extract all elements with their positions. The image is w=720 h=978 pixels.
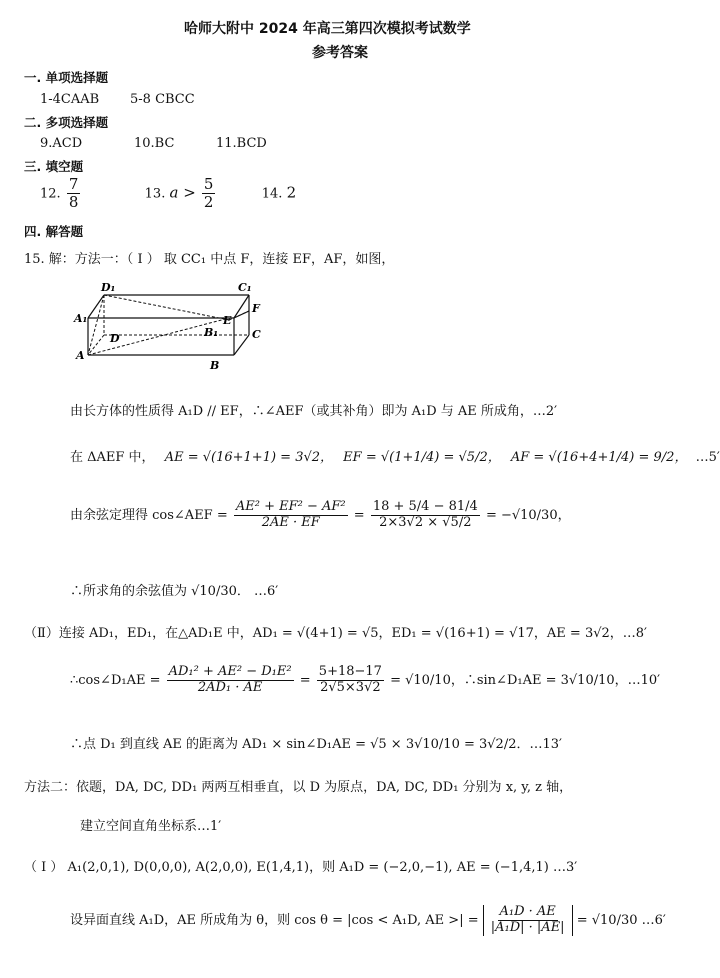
sol-line-cosine-rule: 由余弦定理得 cos∠AEF = $\frac{\text{AE² + EF² − AF²}}{2AE \cdot EF}$ = $\frac{18 + 5/4 - 81/4}{2\times 3√2 \times √5/2}$ = −√10/30， [70, 499, 571, 530]
cuboid-figure [74, 280, 274, 375]
triangle-intro: 在 ΔAEF 中， [70, 450, 155, 465]
q12-den: 8 [68, 193, 79, 212]
svg-text:B₁: B₁ [204, 326, 219, 339]
part2-cos-intro: ∴cos∠D₁AE = [70, 672, 161, 688]
angle-frac-den: |A₁D| · |AE| [490, 919, 565, 935]
page-subtitle: 参考答案 [312, 45, 368, 61]
sol-line-part2-cos: ∴cos∠D₁AE = $\frac{\text{AD₁² + AE² − D₁E²}}{\text{2AD₁ · AE}}$ = $\frac{5+18-17}{2√5\times 3√2}$ = √10/10，∴sin∠D₁AE = 3√10/10，…10′ [70, 664, 661, 695]
answers-1-4: 1-4CAAB [40, 92, 100, 107]
q13-fraction [202, 176, 216, 212]
part2-frac-2-den: 2√5×3√2 [320, 679, 381, 695]
angle-intro: 设异面直线 A₁D，AE 所成角为 θ，则 cos θ = |cos < A₁D, AE >| = [70, 912, 479, 928]
part2-frac-2 [317, 665, 384, 696]
cosine-result: = −√10/30， [485, 507, 571, 523]
sol-line-distance: ∴点 D₁ 到直线 AE 的距离为 AD₁ × sin∠D₁AE = √5 × 3√10/10 = 3√2/2．…13′ [70, 737, 562, 752]
q13-den: 2 [203, 193, 214, 212]
cosine-frac-1-num: AE² + EF² − AF² [235, 499, 346, 514]
svg-text:D: D [110, 332, 120, 345]
sol-line-parallel: 由长方体的性质得 A₁D // EF，∴∠AEF（或其补角）即为 A₁D 与 AE 所成角，…2′ [70, 404, 558, 419]
svg-text:F: F [252, 302, 260, 315]
svg-text:E: E [223, 314, 232, 327]
answer-10: 10.BC [134, 136, 175, 151]
cosine-intro: 由余弦定理得 cos∠AEF = [70, 507, 228, 523]
part2-frac-1 [167, 665, 294, 696]
answer-9: 9.ACD [40, 136, 83, 151]
answer-11: 11.BCD [216, 136, 267, 151]
cosine-frac-2-den: 2×3√2 × √5/2 [379, 514, 472, 530]
section-heading-solutions: 四. 解答题 [24, 224, 84, 239]
side-af: AF = √(16+4+1/4) = 9/2， [510, 450, 688, 465]
section-heading-multi-choice: 二. 多项选择题 [24, 115, 109, 130]
q14-value: 2 [286, 183, 297, 202]
side-ae: AE = √(16+1+1) = 3√2， [164, 450, 334, 465]
angle-frac-num: A₁D · AE [499, 904, 556, 919]
q12-label: 12. [40, 186, 61, 202]
cosine-frac-2-num: 18 + 5/4 − 81/4 [372, 499, 478, 514]
side-ef: EF = √(1+1/4) = √5/2， [343, 450, 501, 465]
angle-frac [489, 905, 567, 936]
angle-result: = √10/30 …6′ [576, 912, 666, 928]
svg-text:A: A [76, 349, 85, 362]
part2-frac-1-den: 2AD₁ · AE [197, 679, 263, 695]
method2-line-angle [70, 905, 666, 936]
q13-num: 5 [203, 175, 214, 193]
svg-text:C₁: C₁ [238, 281, 252, 294]
method2-line-points: （ I ） A₁(2,0,1), D(0,0,0), A(2,0,0), E(1,4,1)，则 A₁D = (−2,0,−1), AE = (−1,4,1) …3′ [24, 860, 578, 875]
q15-intro: 15. 解：方法一：（ I ） 取 CC₁ 中点 F，连接 EF，AF，如图， [24, 252, 395, 267]
svg-text:B: B [210, 359, 220, 372]
cosine-frac-1-den: 2AE · EF [261, 514, 320, 530]
method2-line-coords: 建立空间直角坐标系…1′ [80, 819, 222, 834]
q14-label: 14. [261, 186, 283, 202]
q13-label: 13. [144, 186, 166, 202]
section-heading-fill-blank: 三. 填空题 [24, 159, 84, 174]
answers-5-8: 5-8 CBCC [130, 92, 195, 107]
section-heading-single-choice: 一. 单项选择题 [24, 70, 109, 85]
svg-text:C: C [252, 328, 261, 341]
fill-answers [40, 176, 296, 212]
page-title: 哈师大附中 2024 年高三第四次模拟考试数学 [184, 21, 471, 37]
svg-text:D₁: D₁ [101, 281, 116, 294]
q12-fraction [67, 176, 81, 212]
sol-line-answer-cos: ∴所求角的余弦值为 √10/30． …6′ [70, 584, 279, 599]
part2-frac-1-num: AD₁² + AE² − D₁E² [168, 664, 292, 679]
part2-frac-2-num: 5+18−17 [318, 664, 382, 679]
method2-line-setup: 方法二：依题，DA, DC, DD₁ 两两互相垂直，以 D 为原点，DA, DC, DD₁ 分别为 x, y, z 轴， [24, 780, 573, 795]
q12-num: 7 [68, 175, 79, 193]
score-5: …5′ [695, 450, 720, 465]
sol-line-part2-sides: （Ⅱ）连接 AD₁，ED₁，在△AD₁E 中，AD₁ = √(4+1) = √5，ED₁ = √(16+1) = √17，AE = 3√2，…8′ [24, 626, 647, 641]
cosine-frac-2 [371, 500, 480, 531]
cosine-frac-1 [234, 500, 348, 531]
q13-expr: a > [169, 183, 196, 202]
svg-text:A₁: A₁ [74, 312, 88, 325]
sol-line-triangle-sides [70, 446, 720, 465]
part2-cos-result: = √10/10，∴sin∠D₁AE = 3√10/10，…10′ [390, 672, 661, 688]
